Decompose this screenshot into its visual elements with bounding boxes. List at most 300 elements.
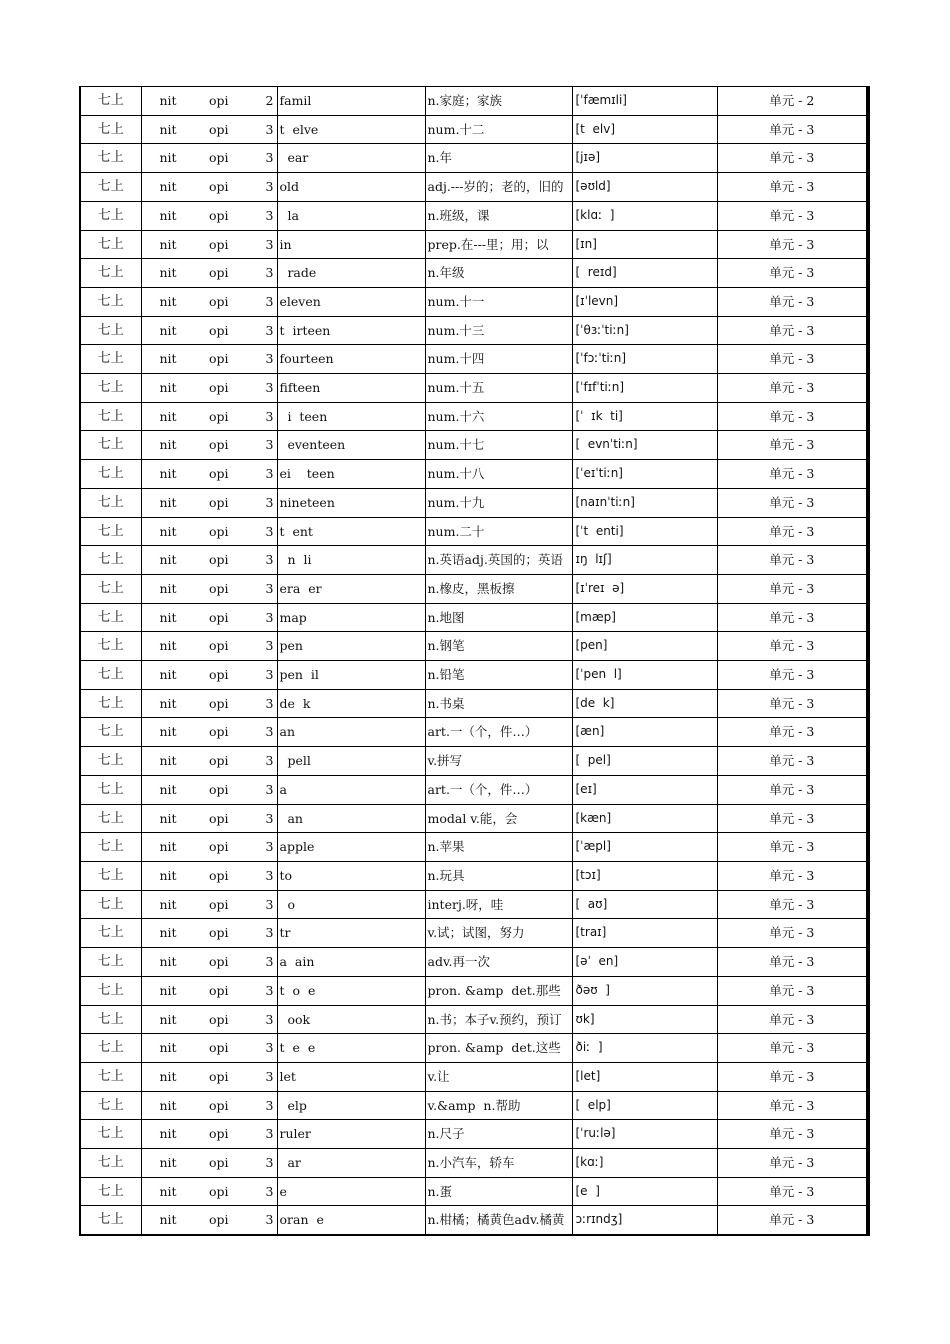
unit-cell: nit bbox=[141, 747, 201, 776]
phonetic-cell: [pen] bbox=[572, 632, 717, 661]
unit-number-cell: 3 bbox=[259, 1005, 277, 1034]
meaning-cell: n.书；本子v.预约，预订 bbox=[425, 1005, 572, 1034]
table-row bbox=[80, 431, 868, 460]
phonetic-cell: ɔːrɪndʒ] bbox=[572, 1206, 717, 1235]
grade-level-cell: 七上 bbox=[80, 661, 141, 690]
word-cell: an bbox=[277, 804, 425, 833]
meaning-cell: v.让 bbox=[425, 1062, 572, 1091]
unit-cell: nit bbox=[141, 115, 201, 144]
word-cell: let bbox=[277, 1062, 425, 1091]
grade-level-cell: 七上 bbox=[80, 1206, 141, 1235]
table-row bbox=[80, 87, 868, 116]
topic-cell: opi bbox=[201, 488, 259, 517]
phonetic-cell: [ˈfæmɪli] bbox=[572, 87, 717, 116]
vocabulary-rows bbox=[80, 87, 868, 1236]
meaning-cell: prep.在---里；用；以 bbox=[425, 230, 572, 259]
unit-number-cell: 3 bbox=[259, 546, 277, 575]
word-cell: pell bbox=[277, 747, 425, 776]
topic-cell: opi bbox=[201, 115, 259, 144]
meaning-cell: modal v.能，会 bbox=[425, 804, 572, 833]
unit-number-cell: 3 bbox=[259, 976, 277, 1005]
phonetic-cell: [æn] bbox=[572, 718, 717, 747]
unit-cell: nit bbox=[141, 661, 201, 690]
unit-number-cell: 3 bbox=[259, 374, 277, 403]
unit-number-cell: 3 bbox=[259, 574, 277, 603]
topic-cell: opi bbox=[201, 804, 259, 833]
topic-cell: opi bbox=[201, 460, 259, 489]
topic-cell: opi bbox=[201, 259, 259, 288]
word-cell: t e e bbox=[277, 1034, 425, 1063]
lesson-cell: 单元 - 3 bbox=[717, 919, 868, 948]
topic-cell: opi bbox=[201, 287, 259, 316]
phonetic-cell: [traɪ] bbox=[572, 919, 717, 948]
word-cell: in bbox=[277, 230, 425, 259]
grade-level-cell: 七上 bbox=[80, 1034, 141, 1063]
lesson-cell: 单元 - 3 bbox=[717, 661, 868, 690]
unit-cell: nit bbox=[141, 201, 201, 230]
topic-cell: opi bbox=[201, 87, 259, 116]
meaning-cell: n.尺子 bbox=[425, 1120, 572, 1149]
unit-number-cell: 3 bbox=[259, 144, 277, 173]
phonetic-cell: [ɪˈlevn] bbox=[572, 287, 717, 316]
meaning-cell: n.英语adj.英国的；英语 bbox=[425, 546, 572, 575]
table-row bbox=[80, 316, 868, 345]
grade-level-cell: 七上 bbox=[80, 890, 141, 919]
phonetic-cell: [let] bbox=[572, 1062, 717, 1091]
phonetic-cell: ʊk] bbox=[572, 1005, 717, 1034]
word-cell: elp bbox=[277, 1091, 425, 1120]
word-cell: to bbox=[277, 861, 425, 890]
phonetic-cell: [ˈruːlə] bbox=[572, 1120, 717, 1149]
grade-level-cell: 七上 bbox=[80, 1005, 141, 1034]
unit-cell: nit bbox=[141, 1177, 201, 1206]
word-cell: rade bbox=[277, 259, 425, 288]
topic-cell: opi bbox=[201, 1034, 259, 1063]
unit-cell: nit bbox=[141, 1206, 201, 1235]
lesson-cell: 单元 - 3 bbox=[717, 546, 868, 575]
word-cell: apple bbox=[277, 833, 425, 862]
phonetic-cell: [t elv] bbox=[572, 115, 717, 144]
word-cell: eventeen bbox=[277, 431, 425, 460]
grade-level-cell: 七上 bbox=[80, 1091, 141, 1120]
phonetic-cell: [ˈfɪfˈtiːn] bbox=[572, 374, 717, 403]
unit-number-cell: 3 bbox=[259, 1206, 277, 1235]
grade-level-cell: 七上 bbox=[80, 144, 141, 173]
unit-number-cell: 3 bbox=[259, 775, 277, 804]
topic-cell: opi bbox=[201, 345, 259, 374]
topic-cell: opi bbox=[201, 144, 259, 173]
table-row bbox=[80, 402, 868, 431]
lesson-cell: 单元 - 3 bbox=[717, 230, 868, 259]
topic-cell: opi bbox=[201, 1149, 259, 1178]
lesson-cell: 单元 - 3 bbox=[717, 1005, 868, 1034]
unit-number-cell: 3 bbox=[259, 345, 277, 374]
unit-number-cell: 3 bbox=[259, 230, 277, 259]
phonetic-cell: [naɪnˈtiːn] bbox=[572, 488, 717, 517]
phonetic-cell: [əʊld] bbox=[572, 173, 717, 202]
table-row bbox=[80, 1177, 868, 1206]
lesson-cell: 单元 - 3 bbox=[717, 1091, 868, 1120]
table-row bbox=[80, 1206, 868, 1235]
table-row bbox=[80, 861, 868, 890]
unit-cell: nit bbox=[141, 833, 201, 862]
topic-cell: opi bbox=[201, 833, 259, 862]
lesson-cell: 单元 - 3 bbox=[717, 402, 868, 431]
grade-level-cell: 七上 bbox=[80, 1120, 141, 1149]
unit-cell: nit bbox=[141, 775, 201, 804]
unit-number-cell: 3 bbox=[259, 890, 277, 919]
unit-number-cell: 3 bbox=[259, 689, 277, 718]
unit-cell: nit bbox=[141, 1034, 201, 1063]
lesson-cell: 单元 - 3 bbox=[717, 259, 868, 288]
meaning-cell: num.十二 bbox=[425, 115, 572, 144]
meaning-cell: n.橡皮，黑板擦 bbox=[425, 574, 572, 603]
unit-number-cell: 3 bbox=[259, 804, 277, 833]
table-row bbox=[80, 689, 868, 718]
lesson-cell: 单元 - 3 bbox=[717, 431, 868, 460]
unit-number-cell: 3 bbox=[259, 1062, 277, 1091]
unit-number-cell: 3 bbox=[259, 259, 277, 288]
meaning-cell: n.家庭；家族 bbox=[425, 87, 572, 116]
table-row bbox=[80, 230, 868, 259]
grade-level-cell: 七上 bbox=[80, 919, 141, 948]
phonetic-cell: ɪŋ lɪʃ] bbox=[572, 546, 717, 575]
grade-level-cell: 七上 bbox=[80, 747, 141, 776]
meaning-cell: n.玩具 bbox=[425, 861, 572, 890]
phonetic-cell: [tɔɪ] bbox=[572, 861, 717, 890]
word-cell: o bbox=[277, 890, 425, 919]
table-row bbox=[80, 287, 868, 316]
unit-cell: nit bbox=[141, 374, 201, 403]
topic-cell: opi bbox=[201, 230, 259, 259]
meaning-cell: num.十六 bbox=[425, 402, 572, 431]
unit-number-cell: 3 bbox=[259, 173, 277, 202]
table-row bbox=[80, 890, 868, 919]
unit-number-cell: 3 bbox=[259, 488, 277, 517]
grade-level-cell: 七上 bbox=[80, 259, 141, 288]
grade-level-cell: 七上 bbox=[80, 460, 141, 489]
lesson-cell: 单元 - 3 bbox=[717, 1034, 868, 1063]
topic-cell: opi bbox=[201, 546, 259, 575]
unit-number-cell: 3 bbox=[259, 287, 277, 316]
phonetic-cell: [ pel] bbox=[572, 747, 717, 776]
unit-cell: nit bbox=[141, 718, 201, 747]
unit-cell: nit bbox=[141, 87, 201, 116]
phonetic-cell: [ɪˈreɪ ə] bbox=[572, 574, 717, 603]
table-row bbox=[80, 1120, 868, 1149]
phonetic-cell: [ˈeɪˈtiːn] bbox=[572, 460, 717, 489]
word-cell: fifteen bbox=[277, 374, 425, 403]
lesson-cell: 单元 - 3 bbox=[717, 574, 868, 603]
unit-cell: nit bbox=[141, 316, 201, 345]
word-cell: a bbox=[277, 775, 425, 804]
word-cell: era er bbox=[277, 574, 425, 603]
phonetic-cell: [ɪn] bbox=[572, 230, 717, 259]
unit-cell: nit bbox=[141, 890, 201, 919]
phonetic-cell: [kɑː] bbox=[572, 1149, 717, 1178]
table-row bbox=[80, 948, 868, 977]
unit-number-cell: 3 bbox=[259, 718, 277, 747]
topic-cell: opi bbox=[201, 718, 259, 747]
meaning-cell: num.十八 bbox=[425, 460, 572, 489]
unit-cell: nit bbox=[141, 603, 201, 632]
word-cell: i teen bbox=[277, 402, 425, 431]
phonetic-cell: ðiː ] bbox=[572, 1034, 717, 1063]
unit-cell: nit bbox=[141, 488, 201, 517]
grade-level-cell: 七上 bbox=[80, 574, 141, 603]
grade-level-cell: 七上 bbox=[80, 230, 141, 259]
table-row bbox=[80, 345, 868, 374]
meaning-cell: n.柑橘；橘黄色adv.橘黄 bbox=[425, 1206, 572, 1235]
unit-number-cell: 3 bbox=[259, 861, 277, 890]
word-cell: la bbox=[277, 201, 425, 230]
grade-level-cell: 七上 bbox=[80, 173, 141, 202]
word-cell: n li bbox=[277, 546, 425, 575]
unit-cell: nit bbox=[141, 431, 201, 460]
table-row bbox=[80, 259, 868, 288]
topic-cell: opi bbox=[201, 402, 259, 431]
meaning-cell: num.十四 bbox=[425, 345, 572, 374]
word-cell: eleven bbox=[277, 287, 425, 316]
table-row bbox=[80, 661, 868, 690]
word-cell: de k bbox=[277, 689, 425, 718]
phonetic-cell: [kæn] bbox=[572, 804, 717, 833]
unit-cell: nit bbox=[141, 345, 201, 374]
meaning-cell: n.年 bbox=[425, 144, 572, 173]
word-cell: t o e bbox=[277, 976, 425, 1005]
topic-cell: opi bbox=[201, 431, 259, 460]
topic-cell: opi bbox=[201, 948, 259, 977]
unit-number-cell: 3 bbox=[259, 431, 277, 460]
unit-number-cell: 3 bbox=[259, 919, 277, 948]
lesson-cell: 单元 - 3 bbox=[717, 1177, 868, 1206]
meaning-cell: n.苹果 bbox=[425, 833, 572, 862]
unit-number-cell: 2 bbox=[259, 87, 277, 116]
phonetic-cell: [ elp] bbox=[572, 1091, 717, 1120]
unit-number-cell: 3 bbox=[259, 517, 277, 546]
meaning-cell: num.十三 bbox=[425, 316, 572, 345]
table-row bbox=[80, 747, 868, 776]
lesson-cell: 单元 - 3 bbox=[717, 861, 868, 890]
topic-cell: opi bbox=[201, 632, 259, 661]
meaning-cell: n.年级 bbox=[425, 259, 572, 288]
table-row bbox=[80, 201, 868, 230]
lesson-cell: 单元 - 3 bbox=[717, 1120, 868, 1149]
table-row bbox=[80, 1062, 868, 1091]
word-cell: a ain bbox=[277, 948, 425, 977]
unit-cell: nit bbox=[141, 1091, 201, 1120]
word-cell: t elve bbox=[277, 115, 425, 144]
table-row bbox=[80, 603, 868, 632]
word-cell: t irteen bbox=[277, 316, 425, 345]
unit-cell: nit bbox=[141, 1062, 201, 1091]
meaning-cell: num.十九 bbox=[425, 488, 572, 517]
lesson-cell: 单元 - 3 bbox=[717, 890, 868, 919]
unit-cell: nit bbox=[141, 517, 201, 546]
phonetic-cell: [ˈt enti] bbox=[572, 517, 717, 546]
word-cell: ei teen bbox=[277, 460, 425, 489]
vocabulary-sheet bbox=[79, 86, 867, 1236]
word-cell: nineteen bbox=[277, 488, 425, 517]
table-row bbox=[80, 374, 868, 403]
lesson-cell: 单元 - 3 bbox=[717, 804, 868, 833]
table-row bbox=[80, 1034, 868, 1063]
lesson-cell: 单元 - 3 bbox=[717, 718, 868, 747]
phonetic-cell: [ˈpen l] bbox=[572, 661, 717, 690]
table-row bbox=[80, 488, 868, 517]
table-row bbox=[80, 833, 868, 862]
lesson-cell: 单元 - 3 bbox=[717, 374, 868, 403]
meaning-cell: n.班级，课 bbox=[425, 201, 572, 230]
unit-cell: nit bbox=[141, 804, 201, 833]
topic-cell: opi bbox=[201, 775, 259, 804]
meaning-cell: pron. &amp det.那些 bbox=[425, 976, 572, 1005]
topic-cell: opi bbox=[201, 890, 259, 919]
unit-number-cell: 3 bbox=[259, 460, 277, 489]
word-cell: map bbox=[277, 603, 425, 632]
grade-level-cell: 七上 bbox=[80, 316, 141, 345]
unit-number-cell: 3 bbox=[259, 661, 277, 690]
grade-level-cell: 七上 bbox=[80, 718, 141, 747]
meaning-cell: adv.再一次 bbox=[425, 948, 572, 977]
word-cell: pen il bbox=[277, 661, 425, 690]
lesson-cell: 单元 - 3 bbox=[717, 316, 868, 345]
unit-cell: nit bbox=[141, 689, 201, 718]
lesson-cell: 单元 - 3 bbox=[717, 173, 868, 202]
phonetic-cell: [jɪə] bbox=[572, 144, 717, 173]
grade-level-cell: 七上 bbox=[80, 431, 141, 460]
table-row bbox=[80, 574, 868, 603]
unit-number-cell: 3 bbox=[259, 1149, 277, 1178]
phonetic-cell: [eɪ] bbox=[572, 775, 717, 804]
grade-level-cell: 七上 bbox=[80, 287, 141, 316]
unit-cell: nit bbox=[141, 230, 201, 259]
lesson-cell: 单元 - 3 bbox=[717, 747, 868, 776]
phonetic-cell: [ˈæpl] bbox=[572, 833, 717, 862]
topic-cell: opi bbox=[201, 1062, 259, 1091]
meaning-cell: num.十七 bbox=[425, 431, 572, 460]
grade-level-cell: 七上 bbox=[80, 1062, 141, 1091]
phonetic-cell: [de k] bbox=[572, 689, 717, 718]
word-cell: ear bbox=[277, 144, 425, 173]
unit-cell: nit bbox=[141, 287, 201, 316]
grade-level-cell: 七上 bbox=[80, 1149, 141, 1178]
table-row bbox=[80, 1091, 868, 1120]
unit-cell: nit bbox=[141, 1005, 201, 1034]
unit-cell: nit bbox=[141, 1120, 201, 1149]
meaning-cell: n.钢笔 bbox=[425, 632, 572, 661]
word-cell: tr bbox=[277, 919, 425, 948]
topic-cell: opi bbox=[201, 1005, 259, 1034]
unit-number-cell: 3 bbox=[259, 115, 277, 144]
word-cell: an bbox=[277, 718, 425, 747]
grade-level-cell: 七上 bbox=[80, 833, 141, 862]
meaning-cell: pron. &amp det.这些 bbox=[425, 1034, 572, 1063]
unit-cell: nit bbox=[141, 402, 201, 431]
word-cell: old bbox=[277, 173, 425, 202]
unit-cell: nit bbox=[141, 259, 201, 288]
topic-cell: opi bbox=[201, 1177, 259, 1206]
unit-cell: nit bbox=[141, 460, 201, 489]
topic-cell: opi bbox=[201, 919, 259, 948]
meaning-cell: v.&amp n.帮助 bbox=[425, 1091, 572, 1120]
phonetic-cell: [mæp] bbox=[572, 603, 717, 632]
lesson-cell: 单元 - 3 bbox=[717, 201, 868, 230]
topic-cell: opi bbox=[201, 574, 259, 603]
phonetic-cell: [klɑː ] bbox=[572, 201, 717, 230]
topic-cell: opi bbox=[201, 1091, 259, 1120]
unit-number-cell: 3 bbox=[259, 948, 277, 977]
word-cell: e bbox=[277, 1177, 425, 1206]
grade-level-cell: 七上 bbox=[80, 1177, 141, 1206]
unit-cell: nit bbox=[141, 948, 201, 977]
unit-cell: nit bbox=[141, 632, 201, 661]
unit-number-cell: 3 bbox=[259, 1120, 277, 1149]
topic-cell: opi bbox=[201, 1120, 259, 1149]
unit-number-cell: 3 bbox=[259, 316, 277, 345]
grade-level-cell: 七上 bbox=[80, 948, 141, 977]
lesson-cell: 单元 - 3 bbox=[717, 948, 868, 977]
topic-cell: opi bbox=[201, 689, 259, 718]
phonetic-cell: ðəʊ ] bbox=[572, 976, 717, 1005]
table-row bbox=[80, 976, 868, 1005]
topic-cell: opi bbox=[201, 316, 259, 345]
phonetic-cell: [ˈ ɪk ti] bbox=[572, 402, 717, 431]
grade-level-cell: 七上 bbox=[80, 115, 141, 144]
topic-cell: opi bbox=[201, 861, 259, 890]
grade-level-cell: 七上 bbox=[80, 546, 141, 575]
word-cell: oran e bbox=[277, 1206, 425, 1235]
grade-level-cell: 七上 bbox=[80, 603, 141, 632]
lesson-cell: 单元 - 3 bbox=[717, 632, 868, 661]
meaning-cell: n.小汽车，轿车 bbox=[425, 1149, 572, 1178]
lesson-cell: 单元 - 3 bbox=[717, 1149, 868, 1178]
unit-number-cell: 3 bbox=[259, 1091, 277, 1120]
unit-cell: nit bbox=[141, 976, 201, 1005]
word-cell: pen bbox=[277, 632, 425, 661]
unit-number-cell: 3 bbox=[259, 201, 277, 230]
table-row bbox=[80, 115, 868, 144]
topic-cell: opi bbox=[201, 603, 259, 632]
word-cell: t ent bbox=[277, 517, 425, 546]
unit-number-cell: 3 bbox=[259, 1034, 277, 1063]
word-cell: ook bbox=[277, 1005, 425, 1034]
topic-cell: opi bbox=[201, 374, 259, 403]
unit-number-cell: 3 bbox=[259, 1177, 277, 1206]
meaning-cell: art.一（个，件…） bbox=[425, 718, 572, 747]
table-row bbox=[80, 804, 868, 833]
table-row bbox=[80, 775, 868, 804]
table-row bbox=[80, 1005, 868, 1034]
topic-cell: opi bbox=[201, 661, 259, 690]
table-row bbox=[80, 460, 868, 489]
lesson-cell: 单元 - 3 bbox=[717, 833, 868, 862]
phonetic-cell: [ˈθɜːˈtiːn] bbox=[572, 316, 717, 345]
grade-level-cell: 七上 bbox=[80, 632, 141, 661]
word-cell: famil bbox=[277, 87, 425, 116]
unit-cell: nit bbox=[141, 1149, 201, 1178]
meaning-cell: n.书桌 bbox=[425, 689, 572, 718]
lesson-cell: 单元 - 3 bbox=[717, 976, 868, 1005]
grade-level-cell: 七上 bbox=[80, 775, 141, 804]
lesson-cell: 单元 - 3 bbox=[717, 603, 868, 632]
table-row bbox=[80, 173, 868, 202]
lesson-cell: 单元 - 3 bbox=[717, 460, 868, 489]
unit-cell: nit bbox=[141, 861, 201, 890]
grade-level-cell: 七上 bbox=[80, 201, 141, 230]
meaning-cell: art.一（个，件…） bbox=[425, 775, 572, 804]
unit-cell: nit bbox=[141, 919, 201, 948]
